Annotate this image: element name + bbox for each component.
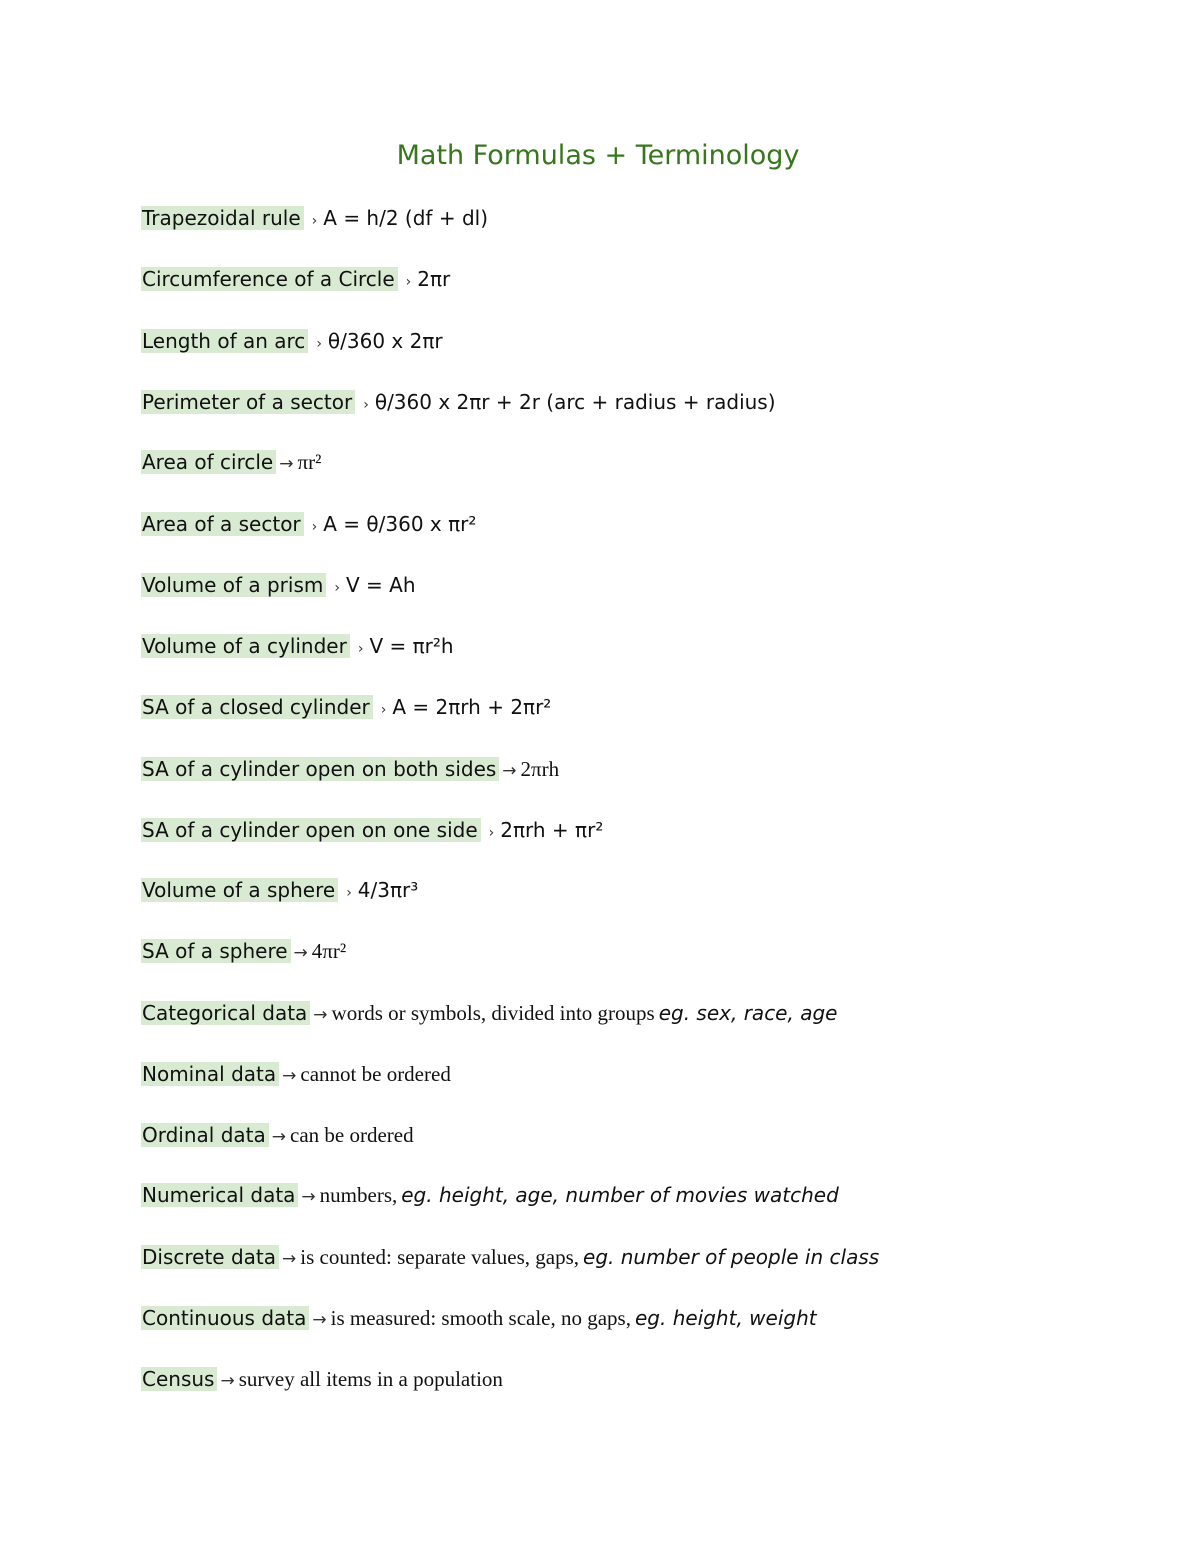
list-item (141, 326, 443, 356)
formula: 2πr (417, 267, 451, 291)
list-item (141, 875, 418, 905)
formula: 4/3πr³ (357, 878, 419, 902)
term-label: Area of circle (141, 450, 276, 474)
term-label: Length of an arc (141, 329, 308, 353)
list-item (141, 447, 321, 477)
separator: › (334, 580, 340, 596)
term-label: SA of a closed cylinder (141, 695, 373, 719)
term-label: Area of a sector (141, 512, 304, 536)
definition: is counted: separate values, gaps, (300, 1245, 580, 1269)
definition: numbers, (319, 1183, 398, 1207)
example: eg. number of people in class (583, 1245, 880, 1269)
list-item (141, 387, 776, 417)
list-item (141, 1059, 451, 1089)
list-item (141, 998, 837, 1028)
separator: › (405, 274, 412, 290)
term-label: Discrete data (141, 1245, 279, 1269)
arrow-icon: → (312, 1310, 327, 1330)
list-item (141, 692, 551, 722)
definition: is measured: smooth scale, no gaps, (330, 1306, 631, 1330)
page-title: Math Formulas + Terminology (396, 140, 800, 171)
separator: › (346, 885, 352, 901)
separator: › (311, 519, 318, 535)
separator: › (316, 336, 322, 352)
list-item (141, 570, 416, 600)
term-label: Census (141, 1367, 217, 1391)
example: eg. sex, race, age (658, 1001, 838, 1025)
formula: A = 2πrh + 2πr² (392, 695, 552, 719)
list-item (141, 509, 476, 539)
term-label: Numerical data (141, 1183, 298, 1207)
formula: θ/360 x 2πr (327, 329, 443, 353)
list-item (141, 1303, 817, 1333)
term-label: Perimeter of a sector (141, 390, 355, 414)
term-label: Volume of a sphere (141, 878, 338, 902)
term-label: Nominal data (141, 1062, 279, 1086)
definition: cannot be ordered (300, 1062, 451, 1086)
list-item (141, 1364, 503, 1394)
arrow-icon: → (220, 1371, 235, 1391)
list-item (141, 1180, 839, 1210)
term-label: Volume of a cylinder (141, 634, 350, 658)
term-label: SA of a cylinder open on both sides (141, 757, 499, 781)
list-item (141, 754, 559, 784)
arrow-icon: → (313, 1005, 328, 1025)
arrow-icon: → (279, 454, 294, 474)
definition: can be ordered (290, 1123, 414, 1147)
list-item (141, 815, 603, 845)
list-item (141, 203, 488, 233)
term-label: Trapezoidal rule (141, 206, 304, 230)
formula: 2πrh (520, 757, 560, 781)
list-item (141, 631, 454, 661)
separator: › (380, 702, 387, 718)
separator: › (363, 397, 369, 413)
separator: › (357, 641, 364, 657)
list-item (141, 1242, 879, 1272)
list-item (141, 264, 450, 294)
example: eg. height, age, number of movies watched (401, 1183, 839, 1207)
example: eg. height, weight (634, 1306, 817, 1330)
definition: survey all items in a population (238, 1367, 503, 1391)
formula: A = h/2 (df + dl) (323, 206, 488, 230)
term-label: Categorical data (141, 1001, 310, 1025)
arrow-icon: → (282, 1066, 297, 1086)
formula: πr² (297, 450, 322, 474)
list-item (141, 1120, 414, 1150)
formula: V = πr²h (369, 634, 454, 658)
separator: › (311, 213, 318, 229)
arrow-icon: → (502, 761, 517, 781)
term-label: Circumference of a Circle (141, 267, 398, 291)
formula: A = θ/360 x πr² (323, 512, 477, 536)
formula: V = Ah (345, 573, 416, 597)
formula: θ/360 x 2πr + 2r (arc + radius + radius) (374, 390, 776, 414)
term-label: Volume of a prism (141, 573, 326, 597)
list-item (141, 936, 346, 966)
arrow-icon: → (293, 943, 308, 963)
term-label: Continuous data (141, 1306, 309, 1330)
term-label: SA of a cylinder open on one side (141, 818, 481, 842)
term-label: Ordinal data (141, 1123, 269, 1147)
arrow-icon: → (282, 1249, 297, 1269)
arrow-icon: → (301, 1187, 316, 1207)
formula: 4πr² (311, 939, 347, 963)
arrow-icon: → (271, 1127, 287, 1147)
term-label: SA of a sphere (141, 939, 291, 963)
separator: › (488, 825, 495, 841)
formula: 2πrh + πr² (500, 818, 604, 842)
definition: words or symbols, divided into groups (331, 1001, 655, 1025)
